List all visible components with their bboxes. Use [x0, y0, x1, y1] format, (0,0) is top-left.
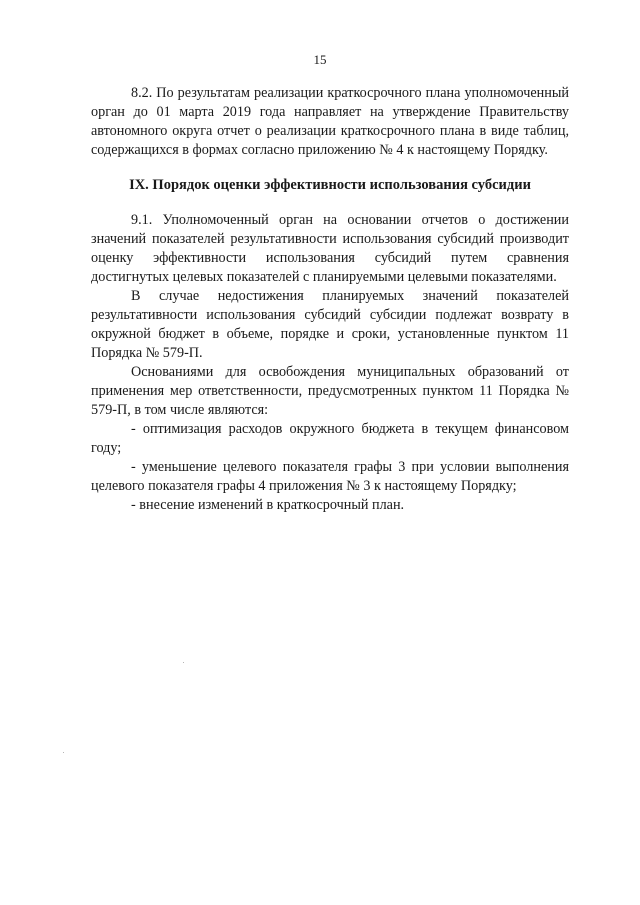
- section-8-body: [91, 84, 569, 160]
- paragraph-8-2: 8.2. По результатам реализации краткосрочного плана уполномоченный орган до 01 марта 2019 года направляет на утверждение Правительству автономного округа отчет о реализации краткосрочного плана в виде таблиц, содержащихся в формах согласно приложению № 4 к настоящему Порядку.: [91, 85, 569, 158]
- page-number: 15: [313, 52, 327, 67]
- paragraph-9-1: 9.1. Уполномоченный орган на основании отчетов о достижении значений показателей результативности использования субсидий производит оценку эффективности использования субсидий путем сравнения достигнутых целевых показателей с планируемыми целевыми показателями.: [91, 212, 569, 285]
- paragraph-grounds: Основаниями для освобождения муниципальных образований от применения мер ответственности, предусмотренных пунктом 11 Порядка № 579-П, в том числе являются:: [91, 364, 569, 418]
- list-item: - уменьшение целевого показателя графы 3 при условии выполнения целевого показателя графы 4 приложения № 3 к настоящему Порядку;: [91, 459, 569, 494]
- list-item: - внесение изменений в краткосрочный план.: [131, 497, 405, 513]
- section-9-heading: IX. Порядок оценки эффективности использования субсидии: [129, 177, 531, 193]
- section-9-body: [91, 211, 569, 515]
- scan-speck: [183, 662, 184, 663]
- paragraph-failure: В случае недостижения планируемых значений показателей результативности использования субсидий субсидии подлежат возврату в окружной бюджет в объеме, порядке и сроки, установленные пунктом 11 Порядка № 579-П.: [91, 288, 569, 361]
- list-item: - оптимизация расходов окружного бюджета в текущем финансовом году;: [91, 421, 569, 456]
- scan-speck: [63, 752, 64, 753]
